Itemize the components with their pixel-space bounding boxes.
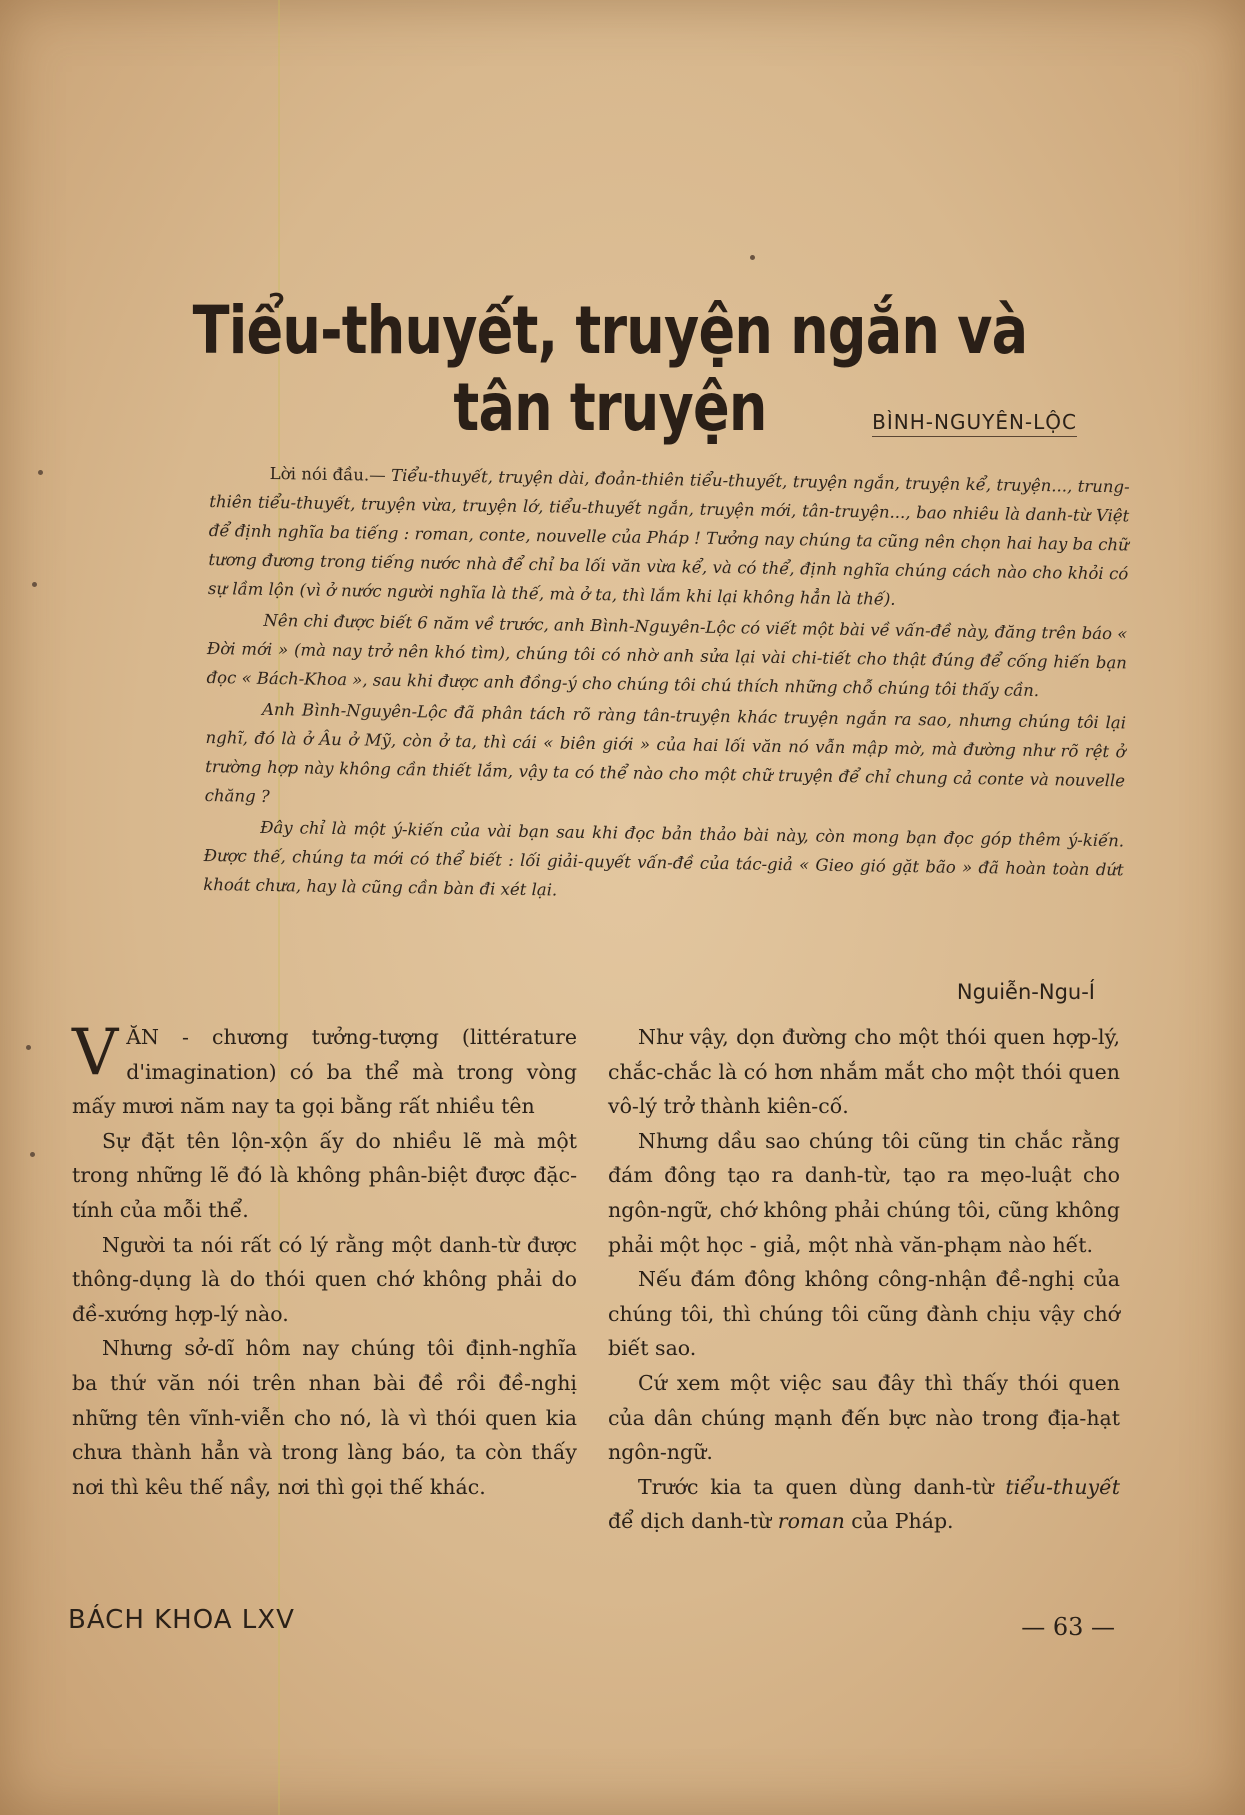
body-column-right xyxy=(608,1020,1120,1539)
body-paragraph-1 xyxy=(72,1016,577,1124)
intro-paragraph-2: Nên chi được biết 6 năm về trước, anh Bình-Nguyên-Lộc có viết một bài về vấn-đề này, đăng trên báo « Đời mới » (mà nay trở nên khó tìm), chúng tôi có nhờ anh sửa lại vài chi-tiết cho thật đúng để cống hiến bạn đọc « Bách-Khoa », sau khi được anh đồng-ý cho chúng tôi chú thích những chỗ chúng tôi thấy cần. xyxy=(206,610,1128,701)
intro-lead: Lời nói đầu.— xyxy=(269,463,392,485)
body-column-left xyxy=(72,1016,577,1504)
body-paragraph-4: Nhưng sở-dĩ hôm nay chúng tôi định-nghĩa ba thứ văn nói trên nhan bài đề rồi đề-nghị những tên vĩnh-viễn cho nó, là vì thói quen kia chưa thành hẳn và trong làng báo, ta còn thấy nơi thì kêu thế nầy, nơi thì gọi thế khác. xyxy=(72,1336,577,1499)
intro-paragraph-3: Anh Bình-Nguyên-Lộc đã phân tách rõ ràng tân-truyện khác truyện ngắn ra sao, nhưng chúng tôi lại nghĩ, đó là ở Âu ở Mỹ, còn ở ta, thì cái « biên giới » của hai lối văn nó vẫn mập mờ, mà đường như rõ rệt ở trường hợp này không cần thiết lắm, vậy ta có thể nào cho một chữ truyện để chỉ chung cả conte và nouvelle chăng ? xyxy=(204,699,1127,806)
body-paragraph-9-text-a: Trước kia ta quen dùng danh-từ xyxy=(638,1474,1006,1499)
magazine-issue: BÁCH KHOA LXV xyxy=(68,1605,295,1635)
term-tieu-thuyet: tiểu-thuyết xyxy=(1005,1474,1120,1499)
intro-signature: Nguiễn-Ngu-Í xyxy=(956,980,1095,1004)
intro-paragraph-1 xyxy=(208,458,1130,617)
body-paragraph-2: Sự đặt tên lộn-xộn ấy do nhiều lẽ mà một trong những lẽ đó là không phân-biệt được đặc-tính của mỗi thể. xyxy=(72,1128,577,1222)
ink-speck xyxy=(30,1152,35,1157)
article-title: Tiểu-thuyết, truyện ngắn và tân truyện xyxy=(192,292,1028,446)
ink-speck xyxy=(750,255,755,260)
article-author: BÌNH-NGUYÊN-LỘC xyxy=(872,410,1077,437)
body-paragraph-8: Cứ xem một việc sau đây thì thấy thói quen của dân chúng mạnh đến bực nào trong địa-hạt ngôn-ngữ. xyxy=(608,1370,1120,1465)
editor-intro xyxy=(203,458,1130,915)
page-number: — 63 — xyxy=(1021,1613,1115,1641)
intro-paragraph-4: Đây chỉ là một ý-kiến của vài bạn sau khi đọc bản thảo bài này, còn mong bạn đọc góp thêm ý-kiến. Được thế, chúng ta mới có thể biết : lối giải-quyết vấn-đề của tác-giả « Gieo gió gặt bão » đã hoàn toàn dứt khoát chưa, hay là cũng cần bàn đi xét lại. xyxy=(203,817,1125,900)
body-paragraph-6: Nhưng dầu sao chúng tôi cũng tin chắc rằng đám đông tạo ra danh-từ, tạo ra mẹo-luật cho ngôn-ngữ, chớ không phải chúng tôi, cũng không phải một học - giả, một nhà văn-phạm nào hết. xyxy=(608,1128,1120,1257)
ink-speck xyxy=(38,470,43,475)
body-paragraph-7: Nếu đám đông không công-nhận đề-nghị của chúng tôi, thì chúng tôi cũng đành chịu vậy chớ biết sao. xyxy=(608,1267,1120,1361)
body-paragraph-5: Như vậy, dọn đường cho một thói quen hợp-lý, chắc-chắc là có hơn nhắm mắt cho một thói quen vô-lý trở thành kiên-cố. xyxy=(608,1025,1120,1119)
intro-paragraph-1-text: Tiểu-thuyết, truyện dài, đoản-thiên tiểu-thuyết, truyện ngắn, truyện kể, truyện..., trung-thiên tiểu-thuyết, truyện vừa, truyện lớ, tiểu-thuyết ngắn, truyện mới, tân-truyện..., bao nhiêu là danh-từ Việt để định nghĩa ba tiếng : roman, conte, nouvelle của Pháp ! Tưởng nay chúng ta cũng nên chọn hai hay ba chữ tương đương trong tiếng nước nhà để chỉ ba lối văn vừa kể, và có thể, định nghĩa chúng cách nào cho khỏi có sự lầm lộn (vì ở nước người nghĩa là thế, mà ở ta, thì lắm khi lại không hẳn là thế). xyxy=(207,465,1130,609)
ink-speck xyxy=(32,582,37,587)
body-paragraph-3: Người ta nói rất có lý rằng một danh-từ được thông-dụng là do thói quen chớ không phải do đề-xướng hợp-lý nào. xyxy=(72,1232,577,1326)
body-paragraph-9-text-b: để dịch danh-từ xyxy=(608,1509,778,1534)
term-roman: roman xyxy=(777,1509,845,1534)
ink-speck xyxy=(26,1045,31,1050)
drop-cap: V xyxy=(72,1016,119,1090)
body-paragraph-9 xyxy=(608,1470,1120,1539)
body-paragraph-1-text: ĂN - chương tưởng-tượng (littérature d'imagination) có ba thể mà trong vòng mấy mươi năm nay ta gọi bằng rất nhiều tên xyxy=(72,1025,577,1119)
body-paragraph-9-text-c: của Pháp. xyxy=(844,1509,954,1534)
paper-fold-line xyxy=(278,0,280,1815)
